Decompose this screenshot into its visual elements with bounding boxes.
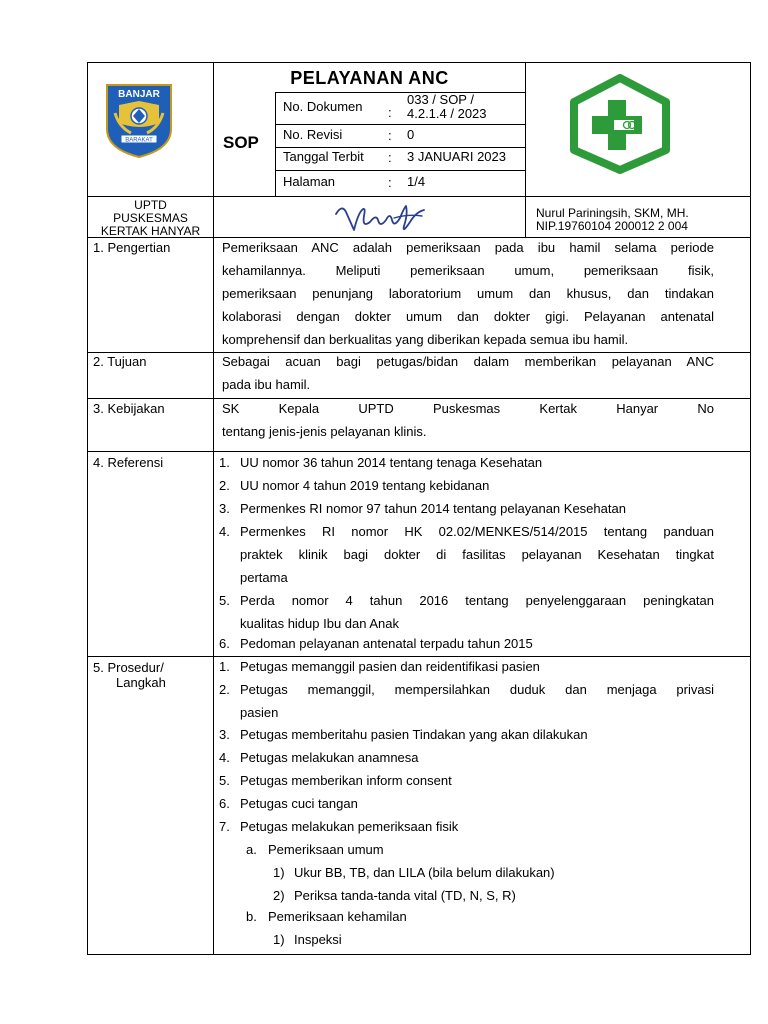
list-item: UU nomor 4 tahun 2019 tentang kebidanan	[240, 478, 490, 493]
meta-value-tanggal-terbit: 3 JANUARI 2023	[407, 149, 506, 164]
pengertian-line: pemeriksaan penunjang laboratorium umum dan khusus, dan tindakan	[222, 286, 714, 301]
sub-list-item: Pemeriksaan umum	[268, 842, 384, 857]
section-label-referensi: 4. Referensi	[93, 455, 164, 470]
meta-value-no-dokumen-1: 033 / SOP /	[407, 92, 474, 107]
pengertian-line: kehamilannya. Meliputi pemeriksaan umum, pemeriksaan fisik,	[222, 263, 714, 278]
svg-text:BANJAR: BANJAR	[118, 89, 160, 100]
list-item: Petugas melakukan anamnesa	[240, 750, 419, 765]
section-label-kebijakan: 3. Kebijakan	[93, 401, 165, 416]
section-label-tujuan: 2. Tujuan	[93, 354, 147, 369]
signature	[332, 200, 428, 236]
list-number: 2.	[219, 682, 230, 697]
list-number: 1.	[219, 659, 230, 674]
meta-sep: :	[388, 150, 392, 165]
tujuan-line: Sebagai acuan bagi petugas/bidan dalam memberikan pelayanan ANC	[222, 354, 714, 369]
pengertian-line: komprehensif dan berkualitas yang diberikan kepada semua ibu hamil.	[222, 332, 629, 347]
list-item: Pedoman pelayanan antenatal terpadu tahun 2015	[240, 636, 533, 651]
sub-sub-item: Ukur BB, TB, dan LILA (bila belum dilakukan)	[294, 865, 555, 880]
signer-nip: NIP.19760104 200012 2 004	[536, 219, 688, 233]
sop-label: SOP	[223, 133, 259, 152]
document-title: PELAYANAN ANC	[290, 68, 449, 88]
sub-sub-item: Periksa tanda-tanda vital (TD, N, S, R)	[294, 888, 516, 903]
list-item: Petugas melakukan pemeriksaan fisik	[240, 819, 459, 834]
banjar-logo	[105, 83, 173, 159]
sub-sub-number: 2)	[273, 888, 285, 903]
pengertian-line: kolaborasi dengan dokter umum dan dokter gigi. Pelayanan antenatal	[222, 309, 714, 324]
tujuan-line: pada ibu hamil.	[222, 377, 311, 392]
list-number: 4.	[219, 750, 230, 765]
list-item: Perda nomor 4 tahun 2016 tentang penyelenggaraan peningkatan	[240, 593, 714, 608]
list-item: Permenkes RI nomor 97 tahun 2014 tentang pelayanan Kesehatan	[240, 501, 626, 516]
list-item: Petugas memberikan inform consent	[240, 773, 452, 788]
org-name-line3: KERTAK HANYAR	[100, 224, 201, 238]
list-item: Permenkes RI nomor HK 02.02/MENKES/514/2015 tentang panduan	[240, 524, 714, 539]
svg-text:BARAKAT: BARAKAT	[125, 137, 153, 144]
sub-sub-number: 1)	[273, 932, 285, 947]
pengertian-line: Pemeriksaan ANC adalah pemeriksaan pada ibu hamil selama periode	[222, 240, 714, 255]
list-number: 4.	[219, 524, 230, 539]
list-number: 6.	[219, 636, 230, 651]
list-number: 5.	[219, 593, 230, 608]
sub-sub-number: 1)	[273, 865, 285, 880]
org-name-line1: UPTD	[134, 198, 167, 212]
section-label-pengertian: 1. Pengertian	[93, 240, 171, 255]
list-item: UU nomor 36 tahun 2014 tentang tenaga Kesehatan	[240, 455, 543, 470]
meta-value-no-dokumen-2: 4.2.1.4 / 2023	[407, 106, 487, 121]
list-number: 2.	[219, 478, 230, 493]
meta-sep: :	[388, 128, 392, 143]
list-item: pasien	[240, 705, 279, 720]
meta-label-tanggal-terbit: Tanggal Terbit	[283, 149, 364, 164]
section-label-langkah: Langkah	[116, 675, 166, 690]
list-item: Petugas memberitahu pasien Tindakan yang akan dilakukan	[240, 727, 588, 742]
list-item: praktek klinik bagi dokter di fasilitas pelayanan Kesehatan tingkat	[240, 547, 714, 562]
list-item: Petugas memanggil, mempersilahkan duduk dan menjaga privasi	[240, 682, 714, 697]
sub-list-letter: a.	[246, 842, 257, 857]
list-item: Petugas cuci tangan	[240, 796, 358, 811]
kebijakan-line: SK Kepala UPTD Puskesmas Kertak Hanyar No	[222, 401, 714, 416]
sub-list-letter: b.	[246, 909, 257, 924]
list-number: 3.	[219, 501, 230, 516]
list-number: 7.	[219, 819, 230, 834]
list-item: kualitas hidup Ibu dan Anak	[240, 616, 400, 631]
meta-label-no-dokumen: No. Dokumen	[283, 99, 363, 114]
puskesmas-logo	[568, 74, 672, 174]
meta-sep: :	[388, 175, 392, 190]
meta-label-halaman: Halaman	[283, 174, 336, 189]
list-item: Petugas memanggil pasien dan reidentifikasi pasien	[240, 659, 540, 674]
sub-sub-item: Inspeksi	[294, 932, 342, 947]
section-label-prosedur: 5. Prosedur/	[93, 660, 164, 675]
meta-value-no-revisi: 0	[407, 127, 415, 142]
meta-value-halaman: 1/4	[407, 174, 426, 189]
list-item: pertama	[240, 570, 288, 585]
meta-label-no-revisi: No. Revisi	[283, 127, 343, 142]
org-name-line2: PUSKESMAS	[113, 211, 188, 225]
list-number: 5.	[219, 773, 230, 788]
list-number: 1.	[219, 455, 230, 470]
list-number: 6.	[219, 796, 230, 811]
signer-name: Nurul Pariningsih, SKM, MH.	[536, 206, 689, 220]
kebijakan-line: tentang jenis-jenis pelayanan klinis.	[222, 424, 427, 439]
list-number: 3.	[219, 727, 230, 742]
sub-list-item: Pemeriksaan kehamilan	[268, 909, 407, 924]
meta-sep: :	[388, 105, 392, 120]
